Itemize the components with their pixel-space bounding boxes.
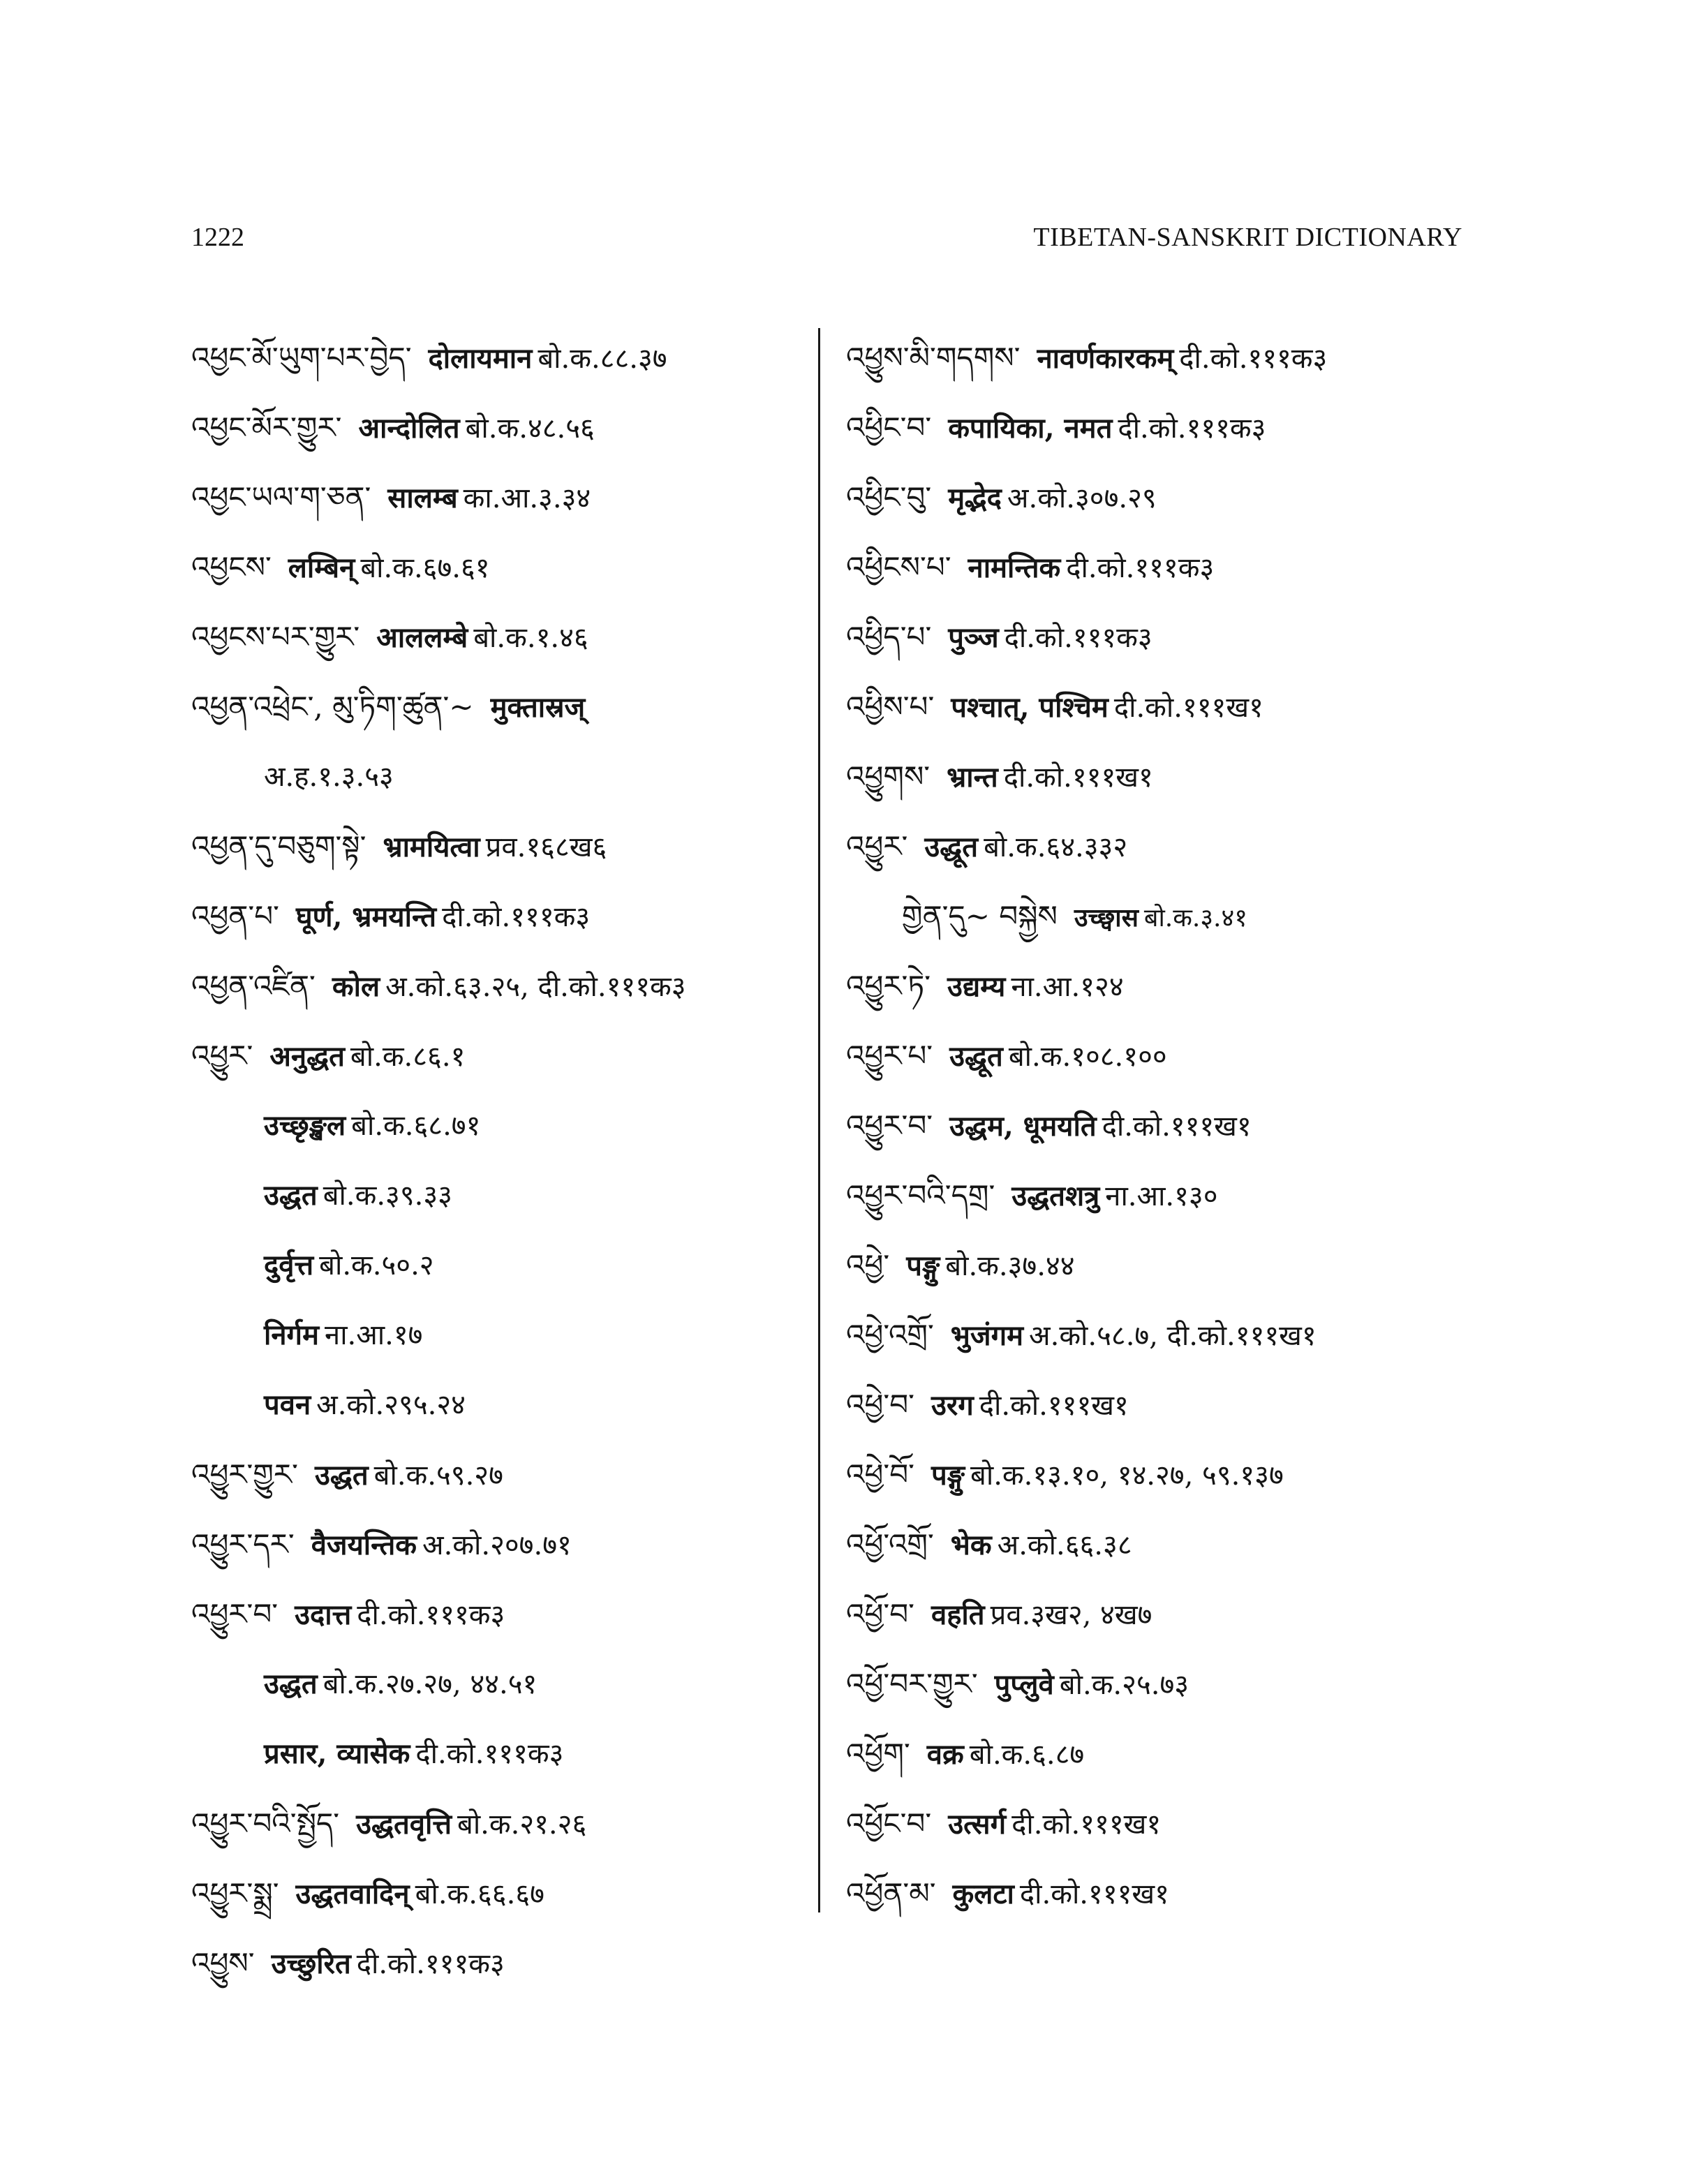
sanskrit-equivalent: उद्धूत — [949, 1040, 1003, 1073]
source-reference: अ.ह.१.३.५३ — [264, 761, 394, 793]
source-reference: दी.को.१११क३ — [1004, 622, 1152, 654]
source-reference: बो.क.२५.७३ — [1059, 1669, 1189, 1701]
tibetan-headword: འཕྱུར་བ་ — [191, 1597, 279, 1631]
dictionary-entry — [846, 1241, 1474, 1311]
dictionary-entry — [846, 1660, 1474, 1730]
source-reference: दी.को.१११क३ — [1066, 552, 1215, 584]
source-reference: अ.को.६६.३८ — [997, 1529, 1132, 1561]
tibetan-headword: འཕྱིད་པ་ — [846, 620, 932, 654]
sanskrit-equivalent: प्रसार, व्यासेक — [264, 1737, 410, 1770]
sanskrit-equivalent: भेक — [950, 1529, 992, 1561]
dictionary-entry — [846, 892, 1474, 962]
sanskrit-equivalent: उच्छुरित — [271, 1947, 351, 1980]
running-head: TIBETAN-SANSKRIT DICTIONARY — [1033, 223, 1462, 252]
source-reference: दी.को.१११ख१ — [1011, 1808, 1162, 1841]
dictionary-entry — [846, 1171, 1474, 1241]
dictionary-entry — [191, 892, 813, 962]
sanskrit-equivalent: उच्छ्वास — [1074, 903, 1139, 933]
tibetan-headword: འཕྱང་མོར་གྱུར་ — [191, 410, 342, 445]
tibetan-headword: འཕྱེ་བ་ — [846, 1388, 914, 1422]
source-reference: दी.को.१११ख१ — [979, 1390, 1129, 1422]
source-reference: बो.क.८६.१ — [350, 1041, 466, 1073]
source-reference: बो.क.६.८७ — [969, 1739, 1085, 1771]
source-reference: बो.क.३७.४४ — [945, 1250, 1075, 1282]
source-reference: अ.को.५८.७, दी.को.१११ख१ — [1029, 1320, 1317, 1352]
sanskrit-equivalent: वक्र — [926, 1738, 964, 1771]
tibetan-headword: འཕྱུར་བའི་དགྲ་ — [846, 1178, 995, 1212]
tibetan-headword: འཕྱུར་ — [846, 829, 908, 863]
tibetan-headword: འཕྱོ་འགྲོ་ — [846, 1527, 934, 1561]
dictionary-entry — [191, 1171, 813, 1241]
source-reference: दी.को.१११क३ — [356, 1948, 505, 1980]
dictionary-entry — [846, 1381, 1474, 1450]
source-reference: ना.आ.१७ — [325, 1319, 423, 1351]
sanskrit-equivalent: मुक्तास्रज् — [490, 691, 586, 724]
source-reference: बो.क.४८.५६ — [465, 413, 595, 445]
dictionary-entry — [846, 752, 1474, 822]
source-reference: ना.आ.१३० — [1105, 1180, 1218, 1212]
source-reference: बो.क.६८.७१ — [351, 1110, 481, 1142]
dictionary-entry — [191, 962, 813, 1032]
dictionary-entry — [846, 403, 1474, 473]
dictionary-entry — [191, 683, 813, 752]
sanskrit-equivalent: उच्छृङ्खल — [264, 1109, 346, 1142]
tibetan-headword: འཕྱོག་ — [846, 1737, 910, 1771]
tibetan-headword: འཕྱངས་ — [191, 550, 272, 584]
tibetan-headword: གྱེན་དུ~ བསྐྱེས — [902, 899, 1058, 933]
source-reference: बो.क.२१.२६ — [457, 1808, 587, 1841]
sanskrit-equivalent: सालम्ब — [387, 482, 458, 514]
tibetan-headword: འཕྱེ་བོ་ — [846, 1457, 914, 1492]
tibetan-headword: འཕྱུར་བ་ — [846, 1108, 933, 1143]
tibetan-headword: འཕྱུར་ — [191, 1039, 253, 1073]
dictionary-entry — [191, 1660, 813, 1730]
dictionary-entry — [191, 473, 813, 543]
dictionary-entry — [846, 1311, 1474, 1381]
tibetan-headword: འཕྱན་འཕྲེང་, མུ་ཏིག་ཚུན་~ — [191, 690, 474, 724]
sanskrit-equivalent: दोलायमान — [428, 342, 533, 375]
dictionary-entry — [846, 962, 1474, 1032]
dictionary-entry — [846, 1869, 1474, 1939]
sanskrit-equivalent: कुलटा — [952, 1878, 1014, 1910]
sanskrit-equivalent: नावर्णकारकम् — [1037, 342, 1174, 375]
dictionary-entry — [191, 1869, 813, 1939]
dictionary-entry — [846, 1101, 1474, 1171]
tibetan-headword: འཕྱུར་པ་ — [846, 1039, 933, 1073]
dictionary-entry — [191, 1799, 813, 1869]
tibetan-headword: འཕྱུར་སྨྲ་ — [191, 1876, 279, 1910]
dictionary-entry — [846, 543, 1474, 613]
tibetan-headword: འཕྱིང་བ་ — [846, 410, 932, 445]
sanskrit-equivalent: उद्धतवृत्ति — [356, 1808, 452, 1841]
dictionary-entry — [191, 1381, 813, 1450]
sanskrit-equivalent: पङ्गु — [931, 1459, 965, 1492]
sanskrit-equivalent: भ्रान्त — [947, 761, 998, 794]
sanskrit-equivalent: कोल — [332, 970, 380, 1003]
dictionary-entry — [191, 1590, 813, 1660]
sanskrit-equivalent: घूर्ण, भ्रमयन्ति — [295, 900, 437, 933]
sanskrit-equivalent: उत्सर्ग — [948, 1808, 1007, 1841]
source-reference: प्रव.३ख२, ४ख७ — [990, 1599, 1152, 1631]
sanskrit-equivalent: भुजंगम — [950, 1319, 1024, 1352]
left-column — [191, 334, 813, 2009]
sanskrit-equivalent: मृद्भेद — [948, 482, 1002, 514]
column-divider — [818, 328, 820, 1912]
dictionary-entry — [191, 403, 813, 473]
dictionary-entry — [846, 1590, 1474, 1660]
dictionary-entry — [191, 1730, 813, 1799]
source-reference: दी.को.१११क३ — [415, 1738, 564, 1770]
source-reference: प्रव.१६८ख६ — [485, 831, 607, 863]
dictionary-entry — [846, 334, 1474, 403]
source-reference: अ.को.२९५.२४ — [316, 1389, 466, 1421]
dictionary-entry — [191, 1241, 813, 1311]
source-reference: का.आ.३.३४ — [463, 482, 591, 514]
dictionary-entry — [191, 334, 813, 403]
source-reference: बो.क.२७.२७, ४४.५१ — [323, 1668, 538, 1700]
dictionary-entry — [191, 822, 813, 892]
source-reference: बो.क.८८.३७ — [538, 343, 667, 375]
sanskrit-equivalent: वैजयन्तिक — [311, 1529, 417, 1561]
source-reference: दी.को.१११ख१ — [1102, 1110, 1252, 1143]
sanskrit-equivalent: लम्बिन् — [288, 551, 355, 584]
sanskrit-equivalent: पश्चात्, पश्चिम — [951, 691, 1109, 724]
dictionary-entry — [846, 613, 1474, 683]
source-reference: बो.क.१०८.१०० — [1008, 1041, 1167, 1073]
source-reference: दी.को.१११क३ — [442, 901, 591, 933]
dictionary-entry — [191, 1032, 813, 1101]
tibetan-headword: འཕྱན་དུ་བཅུག་སྟེ་ — [191, 829, 366, 863]
sanskrit-equivalent: पङ्गु — [906, 1249, 940, 1282]
sanskrit-equivalent: आललम्बे — [376, 621, 468, 654]
sanskrit-equivalent: अनुद्धत — [269, 1040, 345, 1073]
source-reference: अ.को.३०७.२९ — [1007, 482, 1157, 514]
sanskrit-equivalent: उद्धम, धूमयति — [949, 1110, 1097, 1143]
sanskrit-equivalent: भ्रामयित्वा — [383, 831, 480, 863]
dictionary-entry — [191, 1311, 813, 1381]
dictionary-entry — [191, 613, 813, 683]
dictionary-entry — [191, 1939, 813, 2009]
tibetan-headword: འཕྱེ་འགྲོ་ — [846, 1318, 934, 1352]
source-reference: दी.को.१११ख१ — [1003, 762, 1153, 794]
source-reference: बो.क.६४.३३२ — [984, 831, 1128, 863]
sanskrit-equivalent: कपायिका, नमत — [948, 412, 1113, 445]
source-reference: दी.को.१११क३ — [357, 1599, 505, 1631]
tibetan-headword: འཕྱོན་མ་ — [846, 1876, 936, 1910]
source-reference: बो.क.१.४६ — [473, 622, 588, 654]
source-reference: बो.क.१३.१०, १४.२७, ५९.१३७ — [970, 1459, 1284, 1492]
dictionary-entry — [191, 1520, 813, 1590]
source-reference: दी.को.१११क३ — [1118, 413, 1266, 445]
dictionary-entry — [846, 1520, 1474, 1590]
tibetan-headword: འཕྱངས་པར་གྱུར་ — [191, 620, 360, 654]
tibetan-headword: འཕྱིངས་པ་ — [846, 550, 951, 584]
source-reference: अ.को.६३.२५, दी.को.१११क३ — [385, 971, 686, 1003]
source-reference: अ.को.२०७.७१ — [422, 1529, 572, 1561]
dictionary-entry — [846, 1799, 1474, 1869]
dictionary-entry — [191, 543, 813, 613]
sanskrit-equivalent: पुप्लुवे — [994, 1668, 1054, 1701]
sanskrit-equivalent: उद्धतशत्रु — [1011, 1180, 1100, 1212]
sanskrit-equivalent: निर्गम — [264, 1318, 319, 1351]
tibetan-headword: འཕྱོ་བ་ — [846, 1597, 914, 1631]
dictionary-entry — [846, 822, 1474, 892]
source-reference: बो.क.५९.२७ — [373, 1459, 503, 1492]
tibetan-headword: འཕྱིས་པ་ — [846, 690, 935, 724]
sanskrit-equivalent: नामन्तिक — [968, 551, 1061, 584]
sanskrit-equivalent: आन्दोलित — [358, 412, 460, 445]
source-reference: दी.को.१११ख१ — [1019, 1878, 1169, 1910]
tibetan-headword: འཕྱང་ཡལ་ག་ཅན་ — [191, 480, 371, 514]
sanskrit-equivalent: पवन — [264, 1388, 311, 1421]
dictionary-entry — [846, 473, 1474, 543]
tibetan-headword: འཕྱུར་བའི་སྤྱོད་ — [191, 1806, 340, 1841]
source-reference: दी.को.१११ख१ — [1113, 692, 1263, 724]
tibetan-headword: འཕྱིང་བུ་ — [846, 480, 932, 514]
source-reference: बो.क.५०.२ — [319, 1249, 434, 1282]
tibetan-headword: འཕྱུར་དར་ — [191, 1527, 295, 1561]
dictionary-entry — [846, 683, 1474, 752]
tibetan-headword: འཕྱེ་ — [846, 1248, 890, 1282]
source-reference: दी.को.१११क३ — [1179, 343, 1328, 375]
dictionary-entry — [191, 1101, 813, 1171]
source-reference: बो.क.३.४१ — [1143, 904, 1247, 933]
tibetan-headword: འཕྱན་འཛིན་ — [191, 969, 316, 1003]
sanskrit-equivalent: उद्यम्य — [947, 970, 1006, 1003]
source-reference: ना.आ.१२४ — [1011, 971, 1124, 1003]
dictionary-entry — [191, 1450, 813, 1520]
sanskrit-equivalent: उद्धत — [264, 1667, 318, 1700]
sanskrit-equivalent: उदात्त — [295, 1598, 352, 1631]
sanskrit-equivalent: उद्धत — [264, 1179, 318, 1212]
right-column — [846, 334, 1474, 1939]
tibetan-headword: འཕྱུས་མི་གདགས་ — [846, 341, 1021, 375]
dictionary-entry — [846, 1032, 1474, 1101]
source-reference: बो.क.३९.३३ — [323, 1180, 452, 1212]
sanskrit-equivalent: उद्धूत — [924, 831, 979, 863]
tibetan-headword: འཕྱུར་གྱུར་ — [191, 1457, 298, 1492]
page-number: 1222 — [191, 223, 244, 252]
tibetan-headword: འཕྱན་པ་ — [191, 899, 279, 933]
dictionary-entry — [191, 752, 813, 822]
sanskrit-equivalent: उरग — [931, 1389, 974, 1422]
source-reference: बो.क.६७.६१ — [360, 552, 490, 584]
tibetan-headword: འཕྱུར་ཏེ་ — [846, 969, 931, 1003]
source-reference: बो.क.६६.६७ — [415, 1878, 544, 1910]
sanskrit-equivalent: पुञ्ज — [948, 621, 999, 654]
dictionary-entry — [846, 1730, 1474, 1799]
sanskrit-equivalent: दुर्वृत्त — [264, 1249, 314, 1282]
tibetan-headword: འཕྱུས་ — [191, 1946, 255, 1980]
tibetan-headword: འཕྱང་མོ་ཡུག་པར་བྱེད་ — [191, 341, 412, 375]
tibetan-headword: འཕྱོང་བ་ — [846, 1806, 932, 1841]
dictionary-entry — [846, 1450, 1474, 1520]
sanskrit-equivalent: उद्धत — [314, 1459, 369, 1492]
tibetan-headword: འཕྱུགས་ — [846, 759, 931, 794]
sanskrit-equivalent: वहति — [931, 1598, 985, 1631]
sanskrit-equivalent: उद्धतवादिन् — [295, 1878, 410, 1910]
tibetan-headword: འཕྱོ་བར་གྱུར་ — [846, 1667, 978, 1701]
